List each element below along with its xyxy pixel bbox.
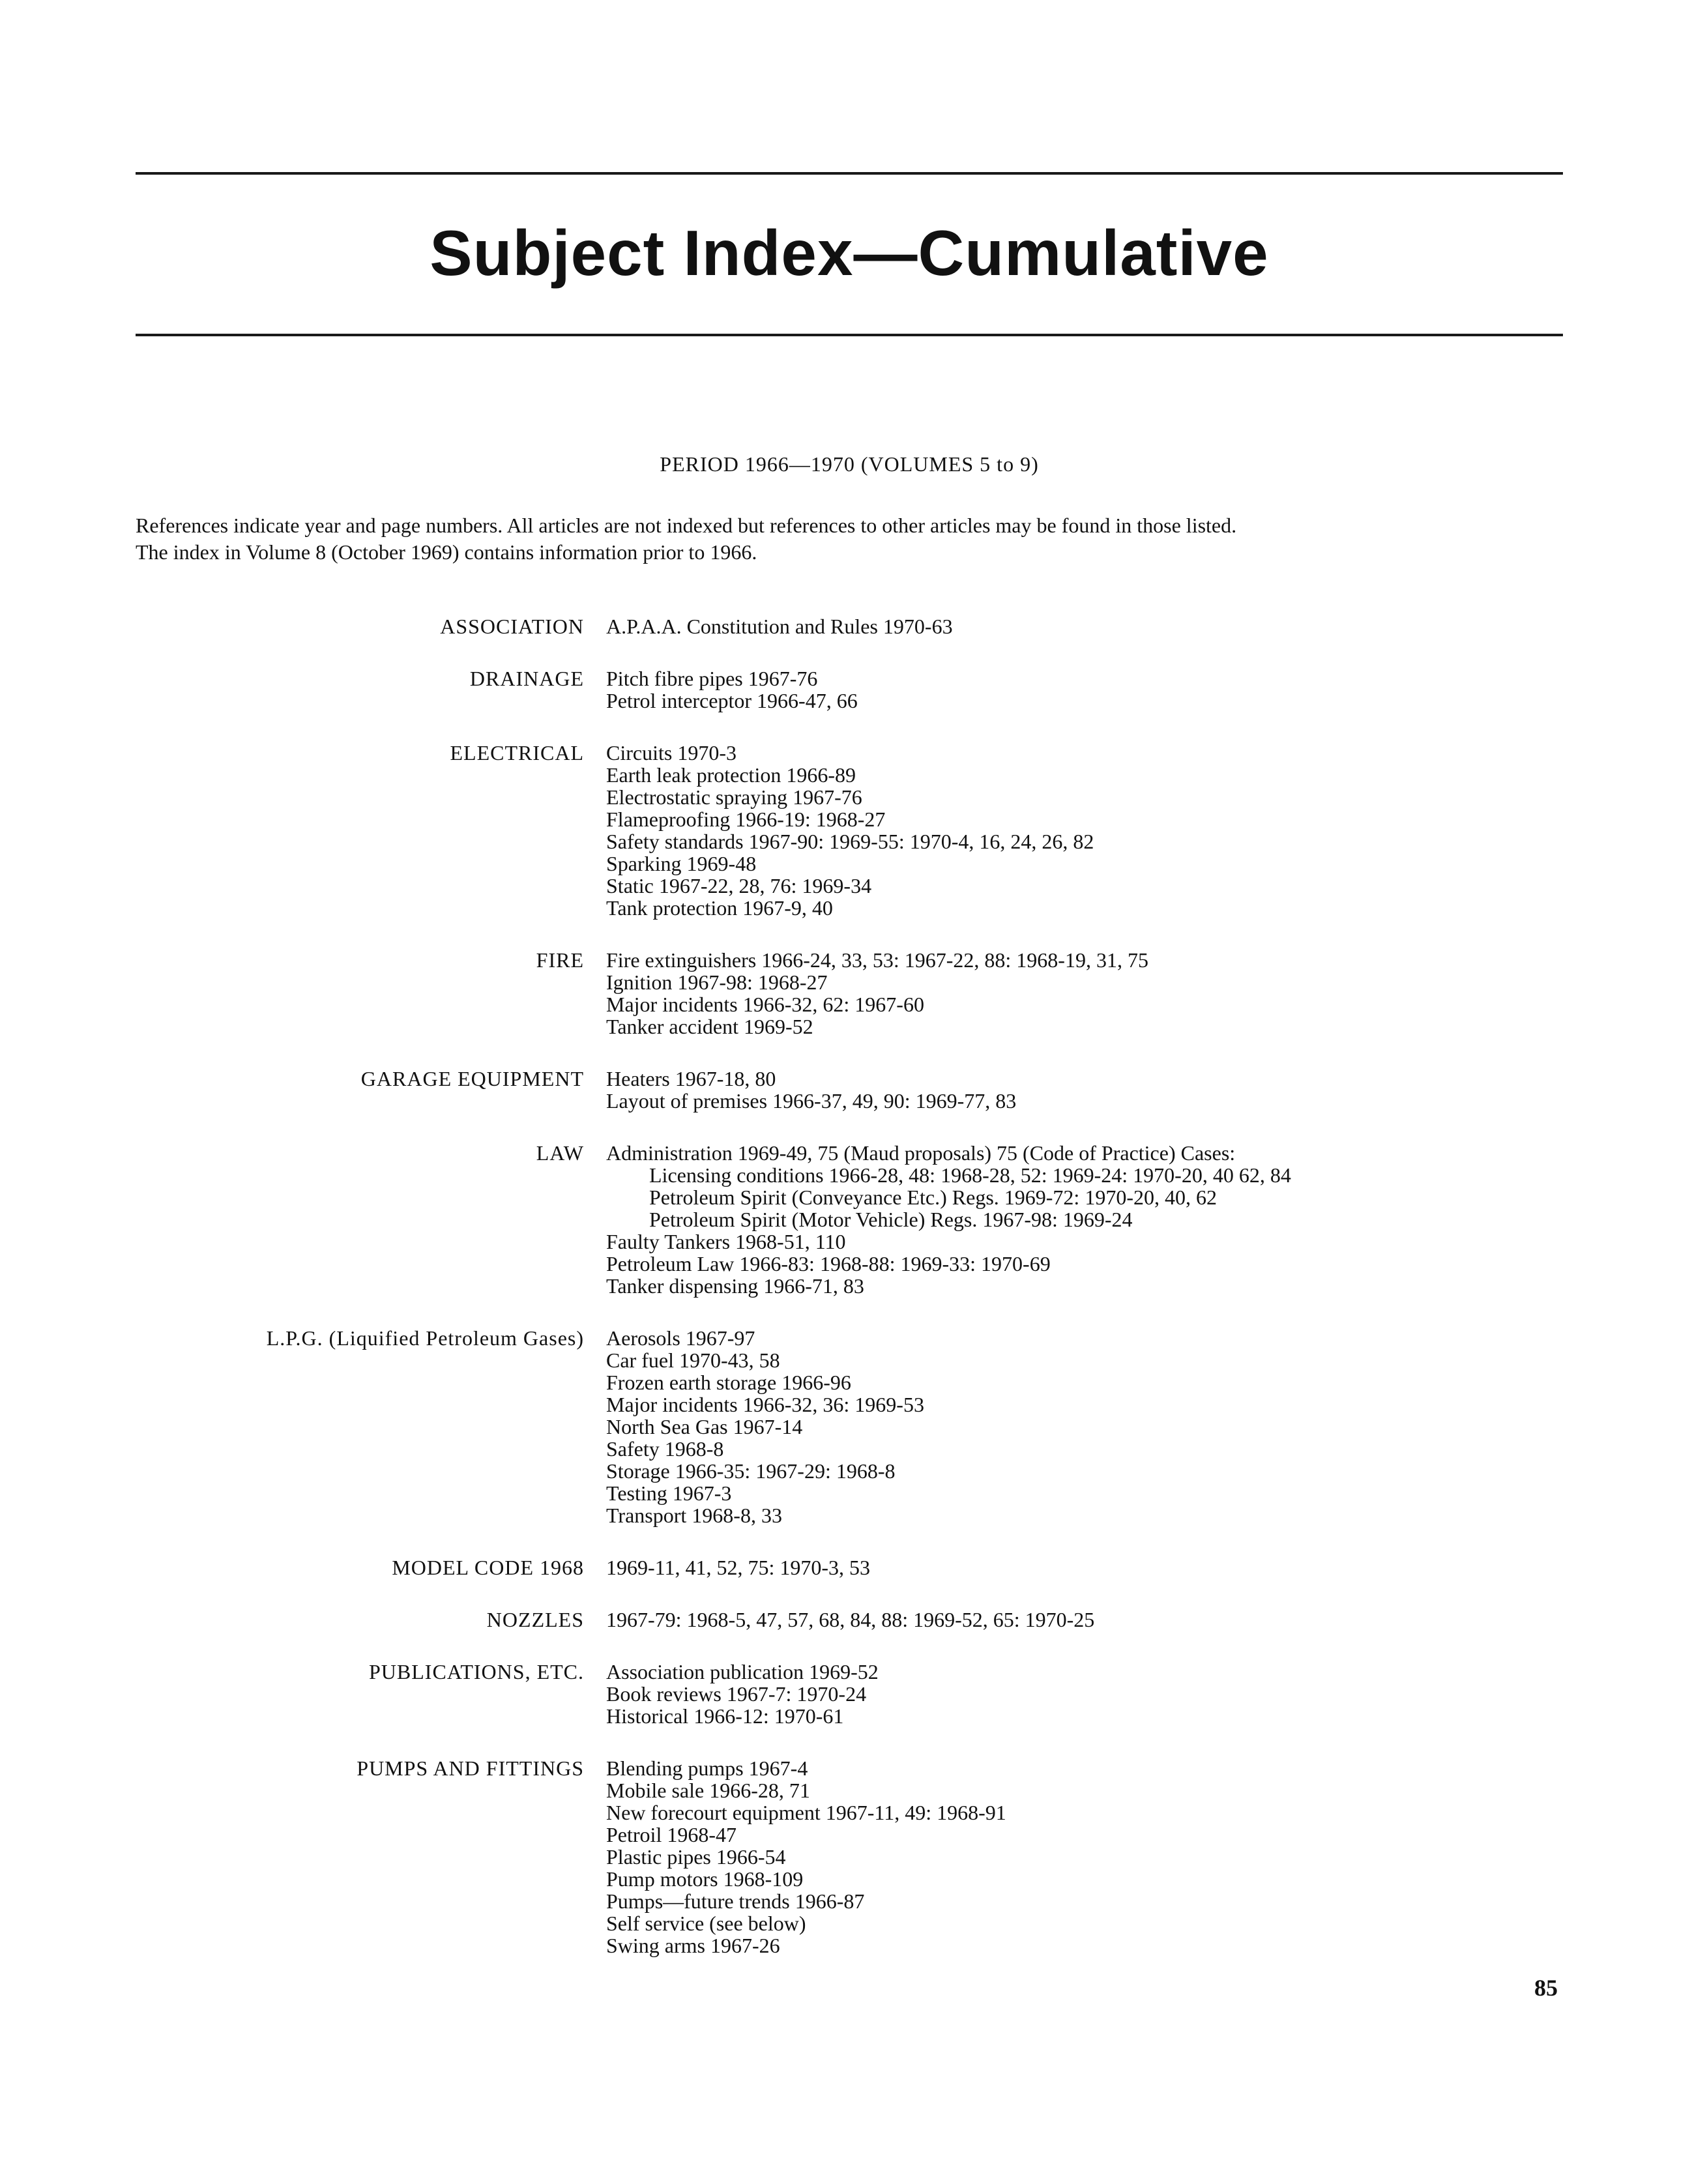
intro-line: References indicate year and page numbers. All articles are not indexed but references to other articles may be found in those listed. (136, 514, 1237, 537)
section-entries (606, 1609, 1563, 1631)
section-entries (606, 667, 1563, 712)
index-subentry: Licensing conditions 1966-28, 48: 1968-28, 52: 1969-24: 1970-20, 40 62, 84 (649, 1163, 1291, 1187)
index-entry: Book reviews 1967-7: 1970-24 (606, 1682, 867, 1706)
index-section (136, 742, 1563, 919)
index-entry: Sparking 1969-48 (606, 852, 757, 875)
index-entry: Petroil 1968-47 (606, 1823, 737, 1846)
index-entry: Safety 1968-8 (606, 1437, 724, 1461)
index-entry: Circuits 1970-3 (606, 741, 737, 764)
intro-text (136, 512, 1583, 566)
index-section (136, 1556, 1563, 1579)
section-heading: GARAGE EQUIPMENT (360, 1067, 584, 1090)
page-number: 85 (1534, 1975, 1558, 2001)
index-entry: Static 1967-22, 28, 76: 1969-34 (606, 874, 872, 897)
section-entries (606, 742, 1563, 919)
intro-line: The index in Volume 8 (October 1969) contains information prior to 1966. (136, 540, 757, 564)
index-entry: Association publication 1969-52 (606, 1660, 879, 1683)
index-entry: Pumps—future trends 1966-87 (606, 1889, 865, 1913)
index-entry: Layout of premises 1966-37, 49, 90: 1969-77, 83 (606, 1089, 1017, 1113)
index-entry: Electrostatic spraying 1967-76 (606, 785, 862, 809)
index-entry: Blending pumps 1967-4 (606, 1756, 808, 1780)
section-entries (606, 1068, 1563, 1112)
index-entry: 1967-79: 1968-5, 47, 57, 68, 84, 88: 1969-52, 65: 1970-25 (606, 1608, 1095, 1631)
section-heading: LAW (536, 1141, 584, 1165)
index-section (136, 1757, 1563, 1957)
index-entry: Pitch fibre pipes 1967-76 (606, 667, 818, 690)
section-entries (606, 1757, 1563, 1957)
index-entry: Faulty Tankers 1968-51, 110 (606, 1230, 846, 1253)
index-entry: Tank protection 1967-9, 40 (606, 896, 833, 920)
index-entry: Tanker accident 1969-52 (606, 1015, 813, 1038)
index-entry: Frozen earth storage 1966-96 (606, 1371, 851, 1394)
index-entry: Testing 1967-3 (606, 1481, 732, 1505)
section-entries (606, 1327, 1563, 1526)
index-entry: Administration 1969-49, 75 (Maud proposals) 75 (Code of Practice) Cases: (606, 1141, 1236, 1165)
index-entry: New forecourt equipment 1967-11, 49: 1968-91 (606, 1801, 1006, 1824)
index-entry: Earth leak protection 1966-89 (606, 763, 856, 787)
section-heading: ELECTRICAL (450, 741, 584, 764)
index-entry: Major incidents 1966-32, 36: 1969-53 (606, 1393, 924, 1416)
index-entry: North Sea Gas 1967-14 (606, 1415, 803, 1438)
section-entries (606, 949, 1563, 1038)
index-entry: A.P.A.A. Constitution and Rules 1970-63 (606, 615, 953, 638)
index-entry: 1969-11, 41, 52, 75: 1970-3, 53 (606, 1556, 871, 1579)
index-entry: Swing arms 1967-26 (606, 1934, 780, 1957)
index-section (136, 1068, 1563, 1112)
subject-index (136, 615, 1563, 1987)
index-entry: Petrol interceptor 1966-47, 66 (606, 689, 858, 712)
index-entry: Transport 1968-8, 33 (606, 1504, 782, 1527)
index-section (136, 1142, 1563, 1297)
section-entries (606, 615, 1563, 637)
index-entry: Car fuel 1970-43, 58 (606, 1348, 780, 1372)
section-heading: NOZZLES (486, 1608, 584, 1631)
section-entries (606, 1142, 1563, 1297)
index-entry: Flameproofing 1966-19: 1968-27 (606, 808, 886, 831)
index-entry: Plastic pipes 1966-54 (606, 1845, 786, 1869)
period-line: PERIOD 1966—1970 (VOLUMES 5 to 9) (660, 452, 1039, 476)
title-rule-top (136, 172, 1563, 175)
page-title: Subject Index—Cumulative (430, 217, 1269, 289)
index-section (136, 1327, 1563, 1526)
section-entries (606, 1556, 1563, 1579)
index-entry: Safety standards 1967-90: 1969-55: 1970-4, 16, 24, 26, 82 (606, 830, 1094, 853)
index-section (136, 1661, 1563, 1727)
section-heading: MODEL CODE 1968 (392, 1556, 584, 1579)
index-entry: Aerosols 1967-97 (606, 1326, 755, 1350)
index-entry: Storage 1966-35: 1967-29: 1968-8 (606, 1459, 896, 1483)
index-entry: Heaters 1967-18, 80 (606, 1067, 776, 1090)
index-entry: Ignition 1967-98: 1968-27 (606, 970, 828, 994)
section-heading: PUMPS AND FITTINGS (357, 1756, 584, 1780)
index-section (136, 667, 1563, 712)
index-section (136, 949, 1563, 1038)
index-entry: Pump motors 1968-109 (606, 1867, 804, 1891)
index-entry: Tanker dispensing 1966-71, 83 (606, 1274, 864, 1298)
section-heading: DRAINAGE (469, 667, 584, 690)
index-section (136, 615, 1563, 637)
section-heading: FIRE (536, 948, 584, 972)
index-entry: Fire extinguishers 1966-24, 33, 53: 1967-22, 88: 1968-19, 31, 75 (606, 948, 1148, 972)
index-entry: Major incidents 1966-32, 62: 1967-60 (606, 993, 924, 1016)
index-section (136, 1609, 1563, 1631)
section-heading: L.P.G. (Liquified Petroleum Gases) (266, 1326, 584, 1350)
index-entry: Petroleum Law 1966-83: 1968-88: 1969-33: 1970-69 (606, 1252, 1051, 1275)
index-subentry: Petroleum Spirit (Motor Vehicle) Regs. 1967-98: 1969-24 (649, 1208, 1133, 1231)
section-entries (606, 1661, 1563, 1727)
index-entry: Self service (see below) (606, 1912, 806, 1935)
section-heading: ASSOCIATION (440, 615, 584, 638)
index-entry: Historical 1966-12: 1970-61 (606, 1704, 844, 1728)
section-heading: PUBLICATIONS, ETC. (368, 1660, 584, 1683)
index-subentry: Petroleum Spirit (Conveyance Etc.) Regs. 1969-72: 1970-20, 40, 62 (649, 1186, 1217, 1209)
title-rule-bottom (136, 334, 1563, 336)
index-entry: Mobile sale 1966-28, 71 (606, 1779, 810, 1802)
